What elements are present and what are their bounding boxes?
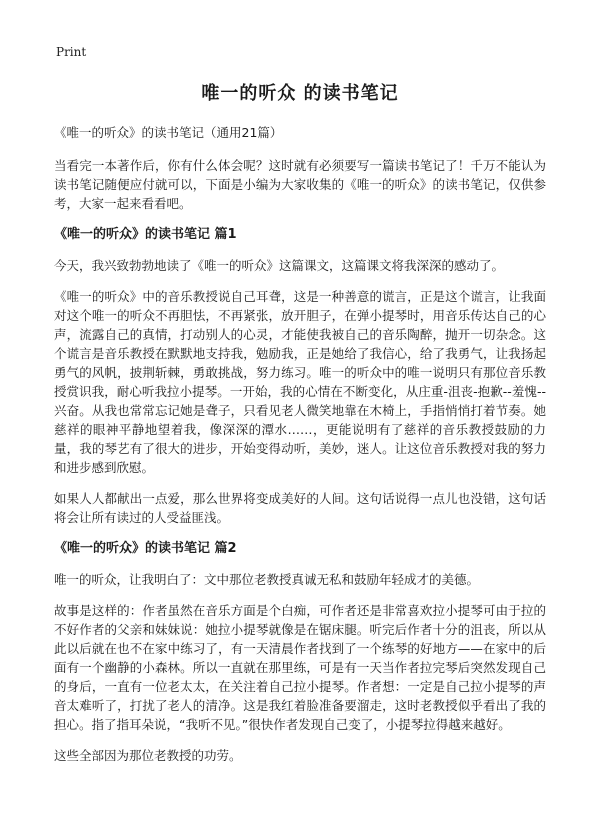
section-1 xyxy=(54,225,546,527)
document-subtitle: 《唯一的听众》的读书笔记（通用21篇） xyxy=(54,125,283,140)
print-link[interactable]: Print xyxy=(56,45,87,59)
section-paragraph: 如果人人都献出一点爱，那么世界将变成美好的人间。这句话说得一点儿也没错，这句话将会让所有读过的人受益匪浅。 xyxy=(54,491,546,525)
section-paragraph: 今天，我兴致勃勃地读了《唯一的听众》这篇课文，这篇课文将我深深的感动了。 xyxy=(54,258,505,273)
section-paragraph: 故事是这样的：作者虽然在音乐方面是个白痴，可作者还是非常喜欢拉小提琴可由于拉的不好作者的父亲和妹妹说：她拉小提琴就像是在锯床腿。听完后作者十分的沮丧，所以从此以后就在也不在家中练习了，有一天清晨作者找到了一个练琴的好地方——在家中的后面有一个幽静的小森林。所以一直就在那里练，可是有一天当作者拉完琴后突然发现自己的身后，一直有一位老太太，在关注着自己拉小提琴。作者想：一定是自己拉小提琴的声音太难听了，打扰了老人的清净。这是我红着脸准备要溜走，这时老教授似乎看出了我的担心。指了指耳朵说，“我听不见。”很快作者发现自己变了，小提琴拉得越来越好。 xyxy=(54,603,546,732)
section-heading: 《唯一的听众》的读书笔记 篇2 xyxy=(54,541,237,556)
section-paragraph: 这些全部因为那位老教授的功劳。 xyxy=(54,748,242,763)
intro-paragraph: 当看完一本著作后，你有什么体会呢？这时就有必须要写一篇读书笔记了！千万不能认为读书笔记随便应付就可以，下面是小编为大家收集的《唯一的听众》的读书笔记，仅供参考，大家一起来看看吧。 xyxy=(54,158,546,211)
section-paragraph: 唯一的听众，让我明白了：文中那位老教授真诚无私和鼓励年轻成才的美德。 xyxy=(54,572,480,587)
section-heading: 《唯一的听众》的读书笔记 篇1 xyxy=(54,227,237,242)
section-paragraph: 《唯一的听众》中的音乐教授说自己耳聋，这是一种善意的谎言，正是这个谎言，让我面对这个唯一的听众不再胆怯，不再紧张，放开胆子，在弹小提琴时，用音乐传达自己的心声，流露自己的真情，打动别人的心灵，才能使我被自己的音乐陶醉，抛开一切杂念。这个谎言是音乐教授在默默地支持我，勉励我，正是她给了我信心，给了我勇气，让我扬起勇气的风帆，披荆斩棘，勇敢挑战，努力练习。唯一的听众中的唯一说明只有那位音乐教授赏识我，耐心听我拉小提琴。一开始，我的心情在不断变化，从庄重-沮丧-抱歉--羞愧--兴奋。从我也常常忘记她是聋子，只看见老人微笑地靠在木椅上，手指悄悄打着节奏。她慈祥的眼神平静地望着我，像深深的潭水……，更能说明有了慈祥的音乐教授鼓励的力量，我的琴艺有了很大的进步，开始变得动听，美妙，迷人。让这位音乐教授对我的努力和进步感到欣慰。 xyxy=(54,289,546,475)
page-title: 唯一的听众 的读书笔记 xyxy=(201,83,399,104)
section-2 xyxy=(54,539,546,765)
